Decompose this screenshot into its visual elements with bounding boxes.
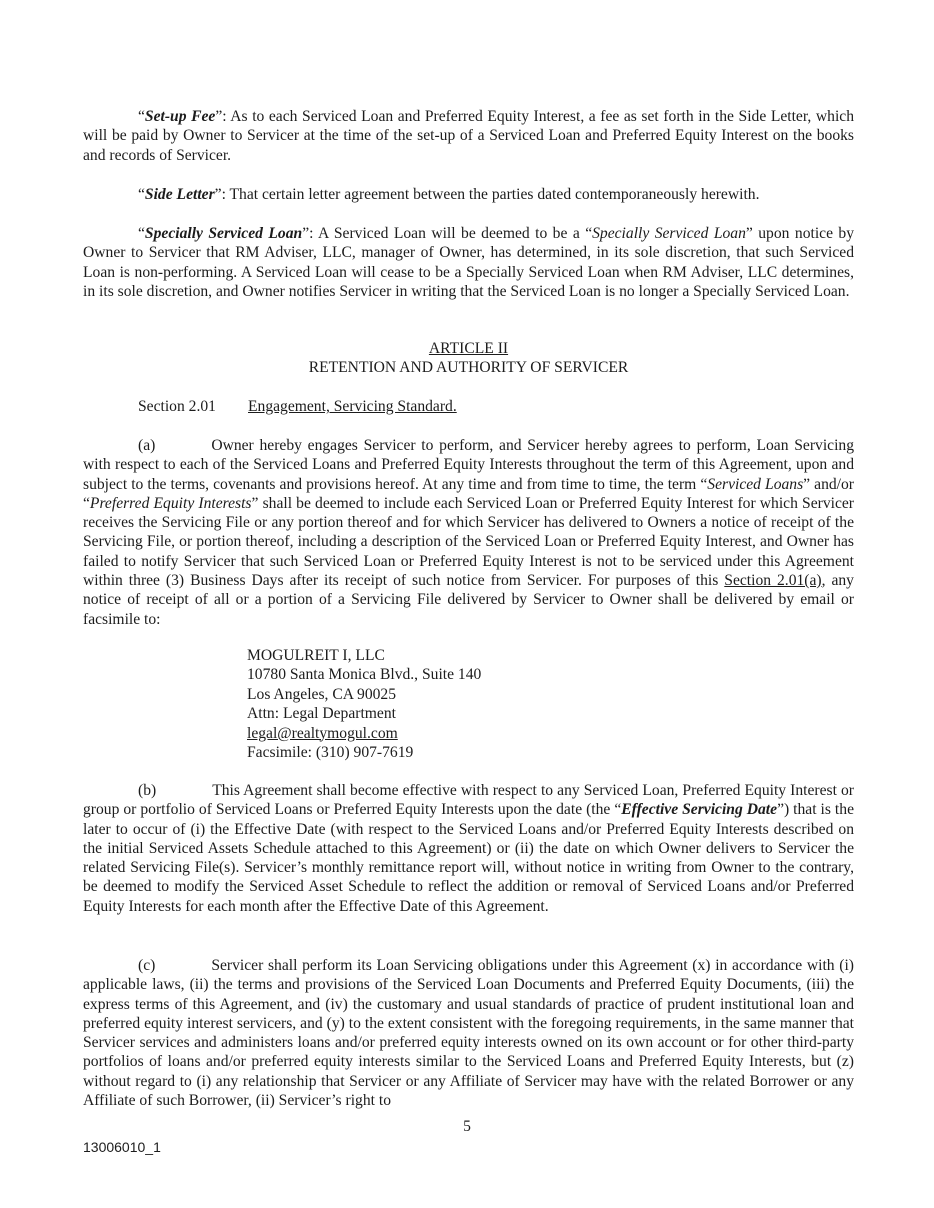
section-heading (138, 397, 457, 416)
section-title: Engagement, Servicing Standard. (248, 398, 457, 415)
defined-term: Set-up Fee (144, 108, 216, 125)
definition-setup-fee: “Set-up Fee”: As to each Serviced Loan and Preferred Equity Interest, a fee as set forth in the Side Letter, which will be paid by Owner to Servicer at the time of the set-up of a Serviced Loan and Preferred Equity Interest on the books and records of Servicer. (83, 108, 854, 164)
paragraph-b: (b) This Agreement shall become effective with respect to any Serviced Loan, Preferred Equity Interest or group or portfolio of Serviced Loans or Preferred Equity Interests upon the date (the “Effective Servicing Date”) that is the later to occur of (i) the Effective Date (with respect to the Serviced Loans and/or Preferred Equity Interests described on the initial Serviced Assets Schedule attached to this Agreement) or (ii) the date on which Owner delivers to Servicer the related Servicing File(s). Servicer’s monthly remittance report will, without notice in writing from Owner to the contrary, be deemed to modify the Serviced Asset Schedule to reflect the addition or removal of Serviced Loans and/or Preferred Equity Interests for each month after the Effective Date of this Agreement. (83, 782, 854, 915)
paragraph-label: (b) (138, 782, 157, 799)
address-email-link[interactable]: legal@realtymogul.com (247, 724, 398, 742)
definition-specially-serviced-loan: “Specially Serviced Loan”: A Serviced Loan will be deemed to be a “Specially Serviced Loan” upon notice by Owner to Servicer that RM Adviser, LLC, manager of Owner, has determined, in its sole discretion, that such Serviced Loan is non-performing. A Serviced Loan will cease to be a Specially Serviced Loan when RM Adviser, LLC determines, in its sole discretion, and Owner notifies Servicer in writing that the Serviced Loan is no longer a Specially Serviced Loan. (83, 225, 855, 300)
article-title: RETENTION AND AUTHORITY OF SERVICER (308, 359, 629, 376)
address-fax: Facsimile: (310) 907-7619 (247, 743, 414, 761)
address-name: MOGULREIT I, LLC (247, 647, 385, 664)
defined-term: Side Letter (144, 186, 215, 203)
address-attn: Attn: Legal Department (247, 705, 396, 723)
address-block (247, 646, 481, 762)
paragraph-label: (c) (138, 957, 156, 974)
definition-side-letter: “Side Letter”: That certain letter agreement between the parties dated contemporaneously herewith. (138, 186, 760, 203)
section-number: Section 2.01 (138, 398, 216, 415)
document-id: 13006010_1 (83, 1139, 161, 1155)
section-reference: Section 2.01(a) (724, 572, 822, 590)
article-number: ARTICLE II (428, 340, 509, 357)
paragraph-c: (c) Servicer shall perform its Loan Servicing obligations under this Agreement (x) in accordance with (i) applicable laws, (ii) the terms and provisions of the Serviced Loan Documents and Preferred Equity Documents, (iii) the express terms of this Agreement, and (iv) the customary and usual standards of practice of prudent institutional loan and preferred equity interest servicers, and (y) to the extent consistent with the foregoing requirements, in the same manner that Servicer services and administers loans and/or preferred equity interests owned on its own account or for other third-party portfolios of loans and/or preferred equity interests similar to the Serviced Loans and Preferred Equity Interests, but (z) without regard to (i) any relationship that Servicer or any Affiliate of Servicer may have with the related Borrower or any Affiliate of such Borrower, (ii) Servicer’s right to (83, 957, 854, 1110)
address-street: 10780 Santa Monica Blvd., Suite 140 (247, 666, 482, 684)
paragraph-a: (a) Owner hereby engages Servicer to perform, and Servicer hereby agrees to perform, Loan Servicing with respect to each of the Serviced Loans and Preferred Equity Interests throughout the term of this Agreement, upon and subject to the terms, covenants and provisions hereof. At any time and from time to time, the term “Serviced Loans” and/or “Preferred Equity Interests” shall be deemed to include each Serviced Loan or Preferred Equity Interest for which Servicer receives the Servicing File or any portion thereof and for which Servicer has delivered to Owners a notice of receipt of the Servicing File, or portion thereof, including a description of the Serviced Loan or Preferred Equity Interest, and Owner has failed to notify Servicer that such Serviced Loan or Preferred Equity Interest is not to be serviced under this Agreement within three (3) Business Days after its receipt of such notice from Servicer. For purposes of this Section 2.01(a), any notice of receipt of all or a portion of a Servicing File delivered by Servicer to Owner shall be delivered by email or facsimile to: (83, 437, 854, 628)
defined-term: Specially Serviced Loan (144, 225, 303, 242)
paragraph-label: (a) (138, 437, 156, 454)
page-number: 5 (463, 1118, 471, 1135)
address-city: Los Angeles, CA 90025 (247, 685, 397, 703)
